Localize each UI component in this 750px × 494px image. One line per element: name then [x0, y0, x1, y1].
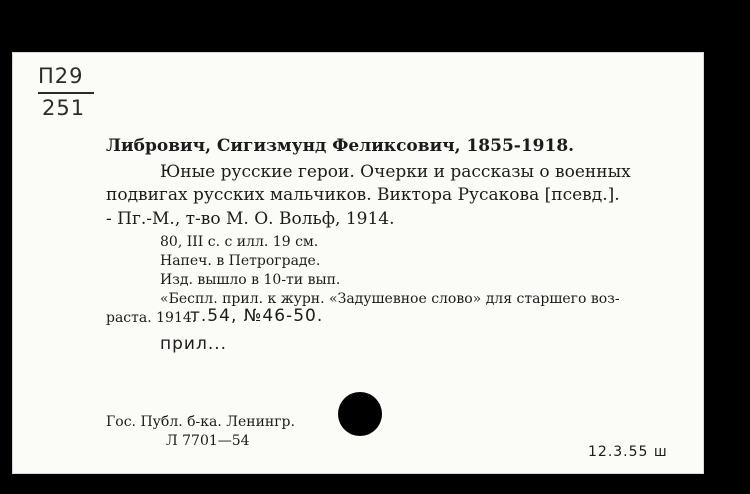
note-printed-place: Напеч. в Петрограде. [160, 253, 321, 269]
note-pagination: 80, III с. с илл. 19 см. [160, 234, 319, 250]
punch-hole [338, 392, 382, 436]
title-line-2: подвигах русских мальчиков. Виктора Русакова [псевд.]. [106, 185, 620, 205]
date-stamp: 12.3.55 ш [588, 444, 668, 460]
author-heading: Либрович, Сигизмунд Феликсович, 1855-1918. [106, 136, 575, 156]
scan-border-bottom [0, 474, 750, 494]
catalog-number: Л 7701—54 [166, 433, 250, 449]
shelf-mark-top: П29 [38, 64, 84, 88]
note-issues: Изд. вышло в 10-ти вып. [160, 272, 341, 288]
handwritten-issue-note: т.54, №46-50. [190, 306, 324, 326]
scan-border-right [706, 52, 750, 474]
imprint-line: - Пг.-М., т-во М. О. Вольф, 1914. [106, 209, 395, 229]
note-supplement: «Беспл. прил. к журн. «Задушевное слово» для старшего воз- [160, 291, 620, 307]
catalog-card [12, 52, 704, 474]
shelf-mark-divider [38, 92, 94, 94]
title-line-1: Юные русские герои. Очерки и рассказы о военных [160, 162, 631, 182]
library-name: Гос. Публ. б-ка. Ленингр. [106, 414, 295, 430]
shelf-mark-bottom: 251 [42, 96, 86, 120]
handwritten-supplement-note: прил... [160, 334, 228, 354]
note-supplement-cont: раста. 1914. [106, 310, 197, 326]
